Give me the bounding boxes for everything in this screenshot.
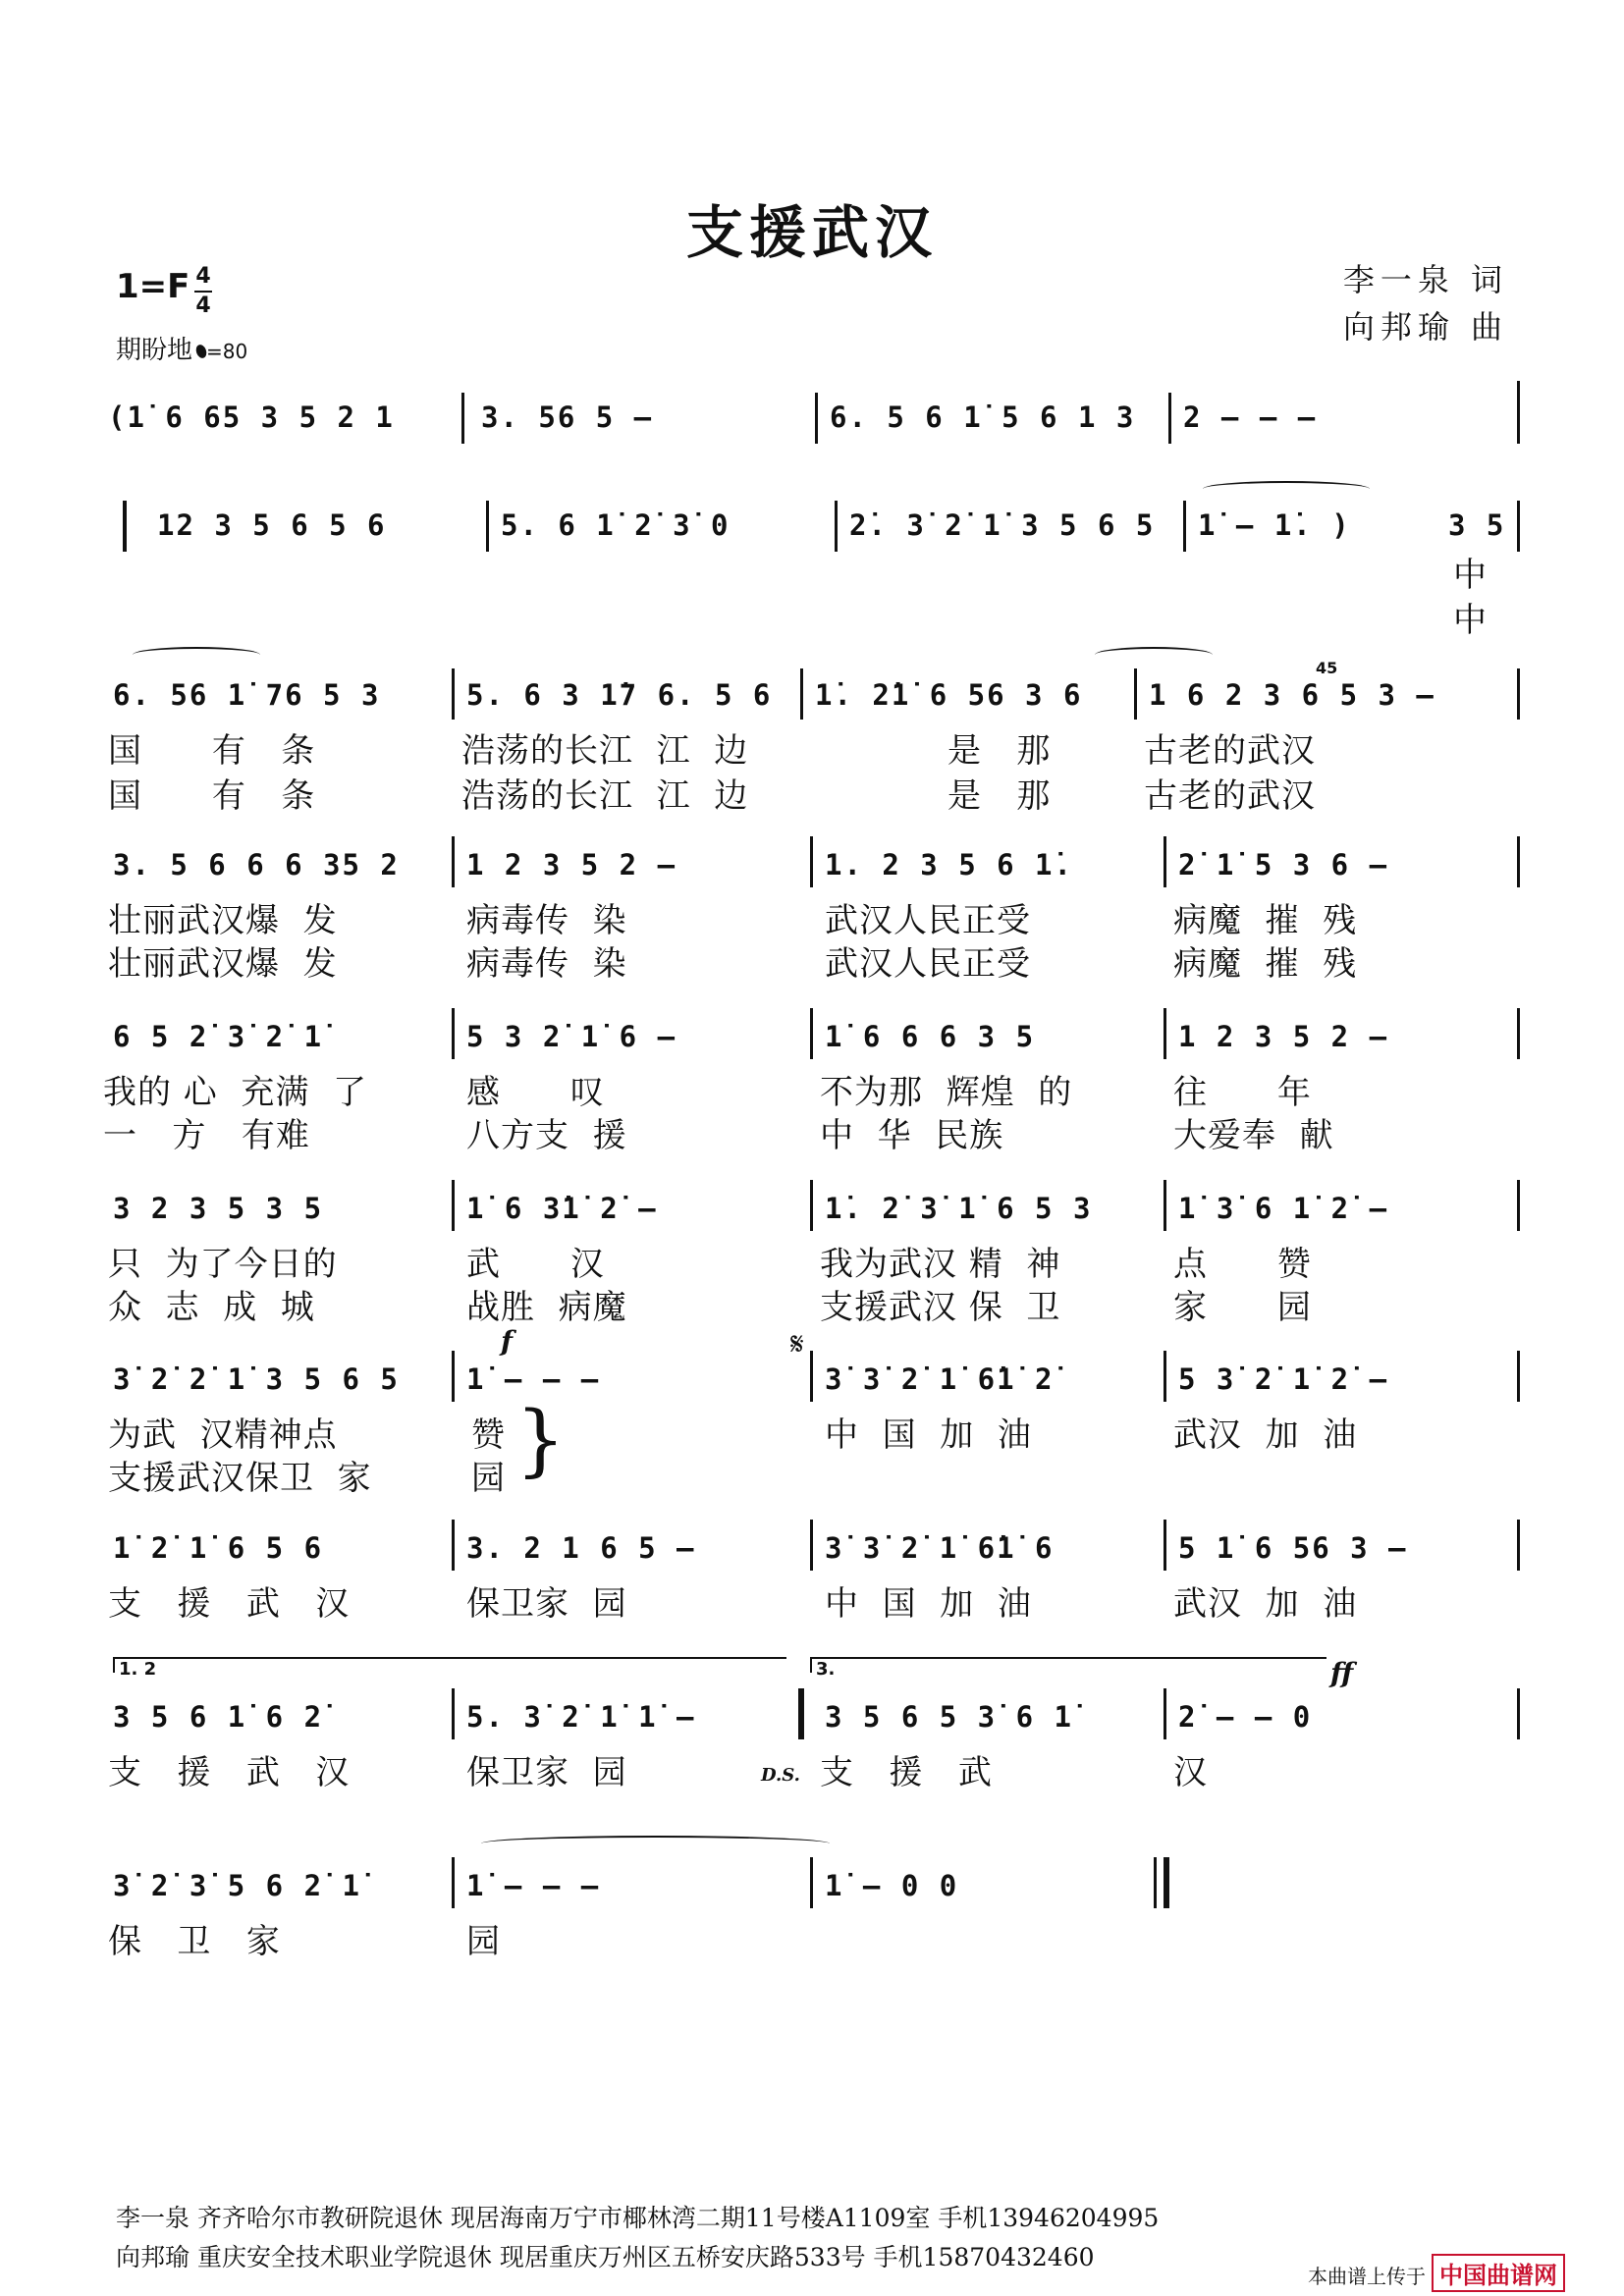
barline (452, 668, 455, 720)
barline (452, 1180, 455, 1231)
final-barline (1164, 1857, 1169, 1908)
measure: 2̇ 1̇ 5 3 6 – (1178, 848, 1389, 881)
slur (1203, 481, 1370, 497)
slur (481, 1836, 830, 1851)
barline (810, 1520, 813, 1571)
measure: 5. 3̇ 2̇ 1̇ 1̇ – (466, 1700, 696, 1734)
slur (133, 647, 260, 663)
measure: 1̇ 3̇ 6 1̇ 2̇ – (1178, 1192, 1389, 1225)
song-title: 支援武汉 (685, 199, 938, 266)
lyric: 感 叹 (466, 1073, 605, 1112)
time-signature: 4 4 (195, 264, 211, 318)
measure: 1̇ – 0 0 (825, 1869, 959, 1902)
measure: 5. 6 1̇ 2̇ 3̇ 0 (501, 508, 731, 542)
measure: 1̇ – – – (466, 1362, 601, 1396)
volta-1-2: 1. 2 (113, 1657, 786, 1673)
lyric: 为武 汉精神点 (108, 1415, 338, 1455)
barline (452, 836, 455, 887)
measure: 2 – – – (1183, 400, 1318, 434)
barline (1183, 501, 1186, 552)
measure: 3̇ 3̇ 2̇ 1̇ 6̇1̇ 6 (825, 1531, 1055, 1565)
lyric: 浩荡的长江 江 边 (461, 731, 749, 771)
lyric: 病魔 摧 残 (1173, 901, 1358, 940)
barline (1164, 1520, 1166, 1571)
lyric: 中 国 加 油 (825, 1584, 1032, 1624)
measure: 6 5 2̇ 3̇ 2̇ 1̇ (113, 1020, 324, 1053)
measure: 6. 5 6 1̇ 5 6 1 3 (830, 400, 1136, 434)
score-line-10 (103, 1826, 1527, 1963)
measure: 1̇ 6 6 6 3 5 (825, 1020, 1036, 1053)
lyric: 古老的武汉 (1144, 776, 1316, 816)
barline (486, 501, 489, 552)
score-line-6 (103, 1178, 1527, 1335)
measure: 5 1̇ 6 56 3 – (1178, 1531, 1408, 1565)
lyric: 支 援 武 汉 (108, 1753, 351, 1792)
measure: 5 3̇ 2̇ 1̇ 2̇ – (1178, 1362, 1389, 1396)
measure: 3 2 3 5 3 5 (113, 1192, 324, 1225)
measure: 3̇ 2̇ 2̇ 1̇ 3 5 6 5 (113, 1362, 400, 1396)
lyricist-contact: 李一泉 齐齐哈尔市教研院退休 现居海南万宁市椰林湾二期11号楼A1109室 手机13946204995 (116, 2204, 1160, 2232)
measure: 3. 5 6 6 6 35 2 (113, 848, 400, 881)
barline (815, 393, 818, 444)
segno-icon: 𝄋 (790, 1325, 804, 1362)
barline (452, 1520, 455, 1571)
barline (452, 1688, 455, 1739)
lyric: 中 华 民族 (820, 1116, 1004, 1155)
barline (1517, 1180, 1520, 1231)
lyric: 中 国 加 油 (825, 1415, 1032, 1455)
measure: 3. 56 5 – (481, 400, 654, 434)
lyric: 只 为了今日的 (108, 1245, 338, 1284)
barline (810, 1180, 813, 1231)
barline (1134, 668, 1137, 720)
barline (810, 1351, 813, 1402)
key-signature: 1=F (116, 267, 190, 306)
measure: 3 5 6 1̇ 6 2̇ (113, 1700, 324, 1734)
lyric: 国 有 条 (108, 731, 316, 771)
score-line-4 (103, 834, 1527, 991)
measure: 1 6 2 3 6 5 3 – (1149, 678, 1435, 712)
lyric: 八方支 援 (466, 1116, 627, 1155)
barline (810, 1857, 813, 1908)
measure: 1̇. 2̇ 3̇ 1̇ 6 5 3 (825, 1192, 1093, 1225)
lyric: 一 方 有难 (103, 1116, 310, 1155)
lyric: 病毒传 染 (466, 944, 627, 984)
composer-contact: 向邦瑜 重庆安全技术职业学院退休 现居重庆万州区五桥安庆路533号 手机15870432460 (116, 2243, 1095, 2271)
final-barline (1154, 1857, 1157, 1908)
barline (1517, 1351, 1520, 1402)
measure: 6. 56 1̇ 76 5 3 (113, 678, 381, 712)
barline (1164, 1351, 1166, 1402)
barline (1164, 836, 1166, 887)
lyric: 壮丽武汉爆 发 (108, 944, 338, 984)
lyric: 古老的武汉 (1144, 731, 1316, 771)
score-line-3 (103, 643, 1527, 816)
score-line-1 (103, 393, 1527, 452)
barline (1517, 1688, 1520, 1739)
lyric: 园 (466, 1922, 501, 1961)
barline (1164, 1688, 1166, 1739)
lyric: 支援武汉保卫 家 (108, 1459, 372, 1498)
barline (1164, 1180, 1166, 1231)
score-line-8 (103, 1502, 1527, 1624)
barline (800, 668, 803, 720)
lyric: 点 赞 (1173, 1245, 1312, 1284)
barline (810, 1008, 813, 1059)
lyric: 战胜 病魔 (466, 1288, 627, 1327)
measure: 1̇ – – – (466, 1869, 601, 1902)
lyric: 保卫家 园 (466, 1753, 627, 1792)
lyric: 大爱奉 献 (1173, 1116, 1334, 1155)
lyric: 众 志 成 城 (108, 1288, 315, 1327)
lyric: 国 有 条 (108, 776, 316, 816)
lyric-brace: } (515, 1394, 566, 1485)
measure: (1̇ 6 65 3 5 2 1 (108, 400, 395, 434)
measure: 2̇ – – 0 (1178, 1700, 1313, 1734)
barline (835, 501, 838, 552)
measure: 12 3 5 6 5 6 (157, 508, 387, 542)
repeat-start (123, 501, 127, 552)
lyric: 武 汉 (466, 1245, 605, 1284)
lyric: 往 年 (1173, 1073, 1312, 1112)
barline (1517, 668, 1520, 720)
dal-segno-mark: D.S. (761, 1765, 800, 1786)
fortissimo-mark: ff (1330, 1657, 1354, 1689)
lyric: 家 园 (1173, 1288, 1312, 1327)
forte-mark: f (501, 1325, 514, 1358)
lyric: 支 援 武 汉 (108, 1584, 351, 1624)
lyric: 武汉人民正受 (825, 944, 1031, 984)
lyric: 壮丽武汉爆 发 (108, 901, 338, 940)
slur (1095, 647, 1213, 663)
score-line-7 (103, 1325, 1527, 1502)
measure: 5 3 2̇ 1̇ 6 – (466, 1020, 677, 1053)
measure: 3 5 (1448, 508, 1506, 542)
score-line-2 (103, 481, 1527, 640)
volta-3: 3. (810, 1657, 1326, 1673)
lyric: 病毒传 染 (466, 901, 627, 940)
lyric: 我的 心 充满 了 (103, 1073, 368, 1112)
lyric: 是 那 (947, 776, 1052, 816)
measure: 1̇ 6 3̇1̇ 2̇ – (466, 1192, 658, 1225)
score-line-9 (103, 1649, 1527, 1806)
measure: 1̇ – 1̇. ) (1198, 508, 1351, 542)
lyric: 武汉 加 油 (1173, 1584, 1358, 1624)
barline (1168, 393, 1171, 444)
measure: 1 2 3 5 2 – (466, 848, 677, 881)
measure: 3. 2 1 6 5 – (466, 1531, 696, 1565)
barline (1164, 1008, 1166, 1059)
measure: 1̇ 2̇ 1̇ 6 5 6 (113, 1531, 324, 1565)
barline (1517, 1520, 1520, 1571)
barline (1517, 836, 1520, 887)
lyric: 保 卫 家 (108, 1922, 281, 1961)
barline (1517, 381, 1520, 444)
measure: 3 5 6 5 3̇ 6 1̇ (825, 1700, 1073, 1734)
lyricist-credit: 李一泉 词 (1342, 261, 1508, 298)
lyric: 支 援 武 (820, 1753, 993, 1792)
barline (1517, 1008, 1520, 1059)
measure: 1̇. 2̇1̇ 6 56 3 6 (815, 678, 1083, 712)
lyric: 支援武汉 保 卫 (820, 1288, 1061, 1327)
lyric: 保卫家 园 (466, 1584, 627, 1624)
site-logo[interactable]: 中国曲谱网 (1432, 2254, 1565, 2292)
barline (452, 1351, 455, 1402)
upload-note: 本曲谱上传于 中国曲谱网 (1308, 2254, 1565, 2292)
score-line-5 (103, 1006, 1527, 1163)
measure: 1 2 3 5 2 – (1178, 1020, 1389, 1053)
lyric: 中 (1453, 556, 1488, 595)
lyric: 武汉人民正受 (825, 901, 1031, 940)
barline (461, 393, 464, 444)
tempo-marking: 期盼地 =80 (116, 336, 248, 365)
barline (452, 1008, 455, 1059)
lyric: 中 (1453, 601, 1488, 640)
lyric: 武汉 加 油 (1173, 1415, 1358, 1455)
grace-notes: 45 (1316, 659, 1338, 677)
lyric: 汉 (1173, 1753, 1208, 1792)
measure: 5. 6 3 1̇7 6. 5 6 (466, 678, 773, 712)
repeat-end (798, 1688, 804, 1739)
lyric: 不为那 辉煌 的 (820, 1073, 1073, 1112)
lyric: 是 那 (947, 731, 1052, 771)
measure: 1. 2 3 5 6 1̇. (825, 848, 1073, 881)
lyric: 我为武汉 精 神 (820, 1245, 1061, 1284)
barline (452, 1857, 455, 1908)
measure: 3̇ 3̇ 2̇ 1̇ 6̇1̇ 2̇ (825, 1362, 1055, 1396)
composer-credit: 向邦瑜 曲 (1342, 308, 1508, 346)
lyric: 病魔 摧 残 (1173, 944, 1358, 984)
lyric: 园 (471, 1459, 506, 1498)
lyric: 赞 (471, 1415, 506, 1455)
measure: 3̇ 2̇ 3̇ 5 6 2̇ 1̇ (113, 1869, 361, 1902)
measure: 2̇. 3̇ 2̇ 1̇ 3 5 6 5 (849, 508, 1156, 542)
barline (1517, 501, 1520, 552)
lyric: 浩荡的长江 江 边 (461, 776, 749, 816)
barline (810, 836, 813, 887)
